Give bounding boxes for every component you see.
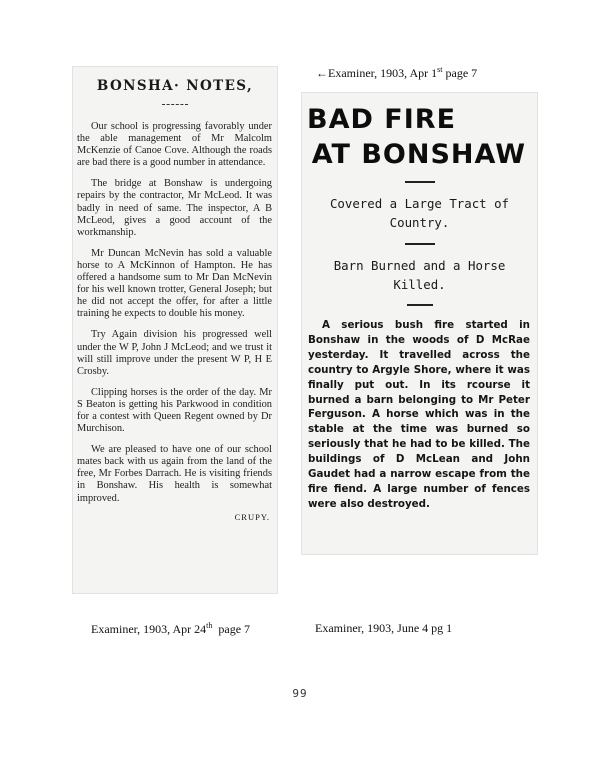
caption-left-superscript: th: [206, 621, 213, 630]
title-divider: [162, 104, 188, 105]
subheadline-2: Barn Burned and a Horse Killed.: [333, 258, 506, 292]
caption-left-suffix: page 7: [212, 622, 251, 636]
headline-line-1: BAD FIRE: [307, 104, 457, 135]
caption-top-superscript: st: [437, 65, 443, 74]
subheadline-divider: [405, 243, 435, 245]
clipping-bad-fire: [301, 92, 538, 555]
paragraph-horse-sale: Mr Duncan McNevin has sold a valuable horse to A McKinnon of Hampton. He has offered a handsome sum to Mr Dan McNevin for his well known trotter, General Joseph; but he did not accept the offer, for after a little training he expects to double his money.: [77, 247, 272, 320]
clipping-body: [72, 121, 278, 505]
paragraph-bridge: The bridge at Bonshaw is undergoing repairs by the contractor, Mr McLeod. It was badly in need of same. The inspector, A B McLeod, gives a good account of the workmanship.: [77, 178, 272, 238]
headline-divider: [405, 181, 435, 183]
article-paragraph: A serious bush fire started in Bonshaw in the woods of D McRae yesterday. It travelled across the country to Argyle Shore, where it was finally put out. In its rcourse it burned a barn belonging to Mr Peter Ferguson. A horse which was in the stable at the time was burned so seriously that he had to be killed. The buildings of D McLean and John Gaudet had a narrow escape from the fire fiend. A large number of fences were also destroyed.: [308, 319, 530, 510]
clipping-title: BONSHA· NOTES,: [96, 78, 254, 94]
caption-top-text: Examiner, 1903, Apr 1: [328, 66, 438, 80]
article-body: [301, 318, 538, 512]
clipping-signature: CRUPY.: [234, 511, 270, 522]
caption-top-suffix: page 7: [442, 66, 478, 80]
paragraph-school: Our school is progressing favorably under the able management of Mr Malcolm McKenzie of Canoe Cove. Although the roads are bad there is a good number in attendance.: [77, 121, 272, 169]
caption-top: [316, 65, 477, 81]
paragraph-division: Try Again division his progressed well under the W P, John J McLeod; and we trust it will still improve under the present W P, H E Crosby.: [77, 329, 272, 377]
body-divider: [407, 304, 433, 306]
caption-left: [91, 621, 250, 637]
page-number: 99: [292, 687, 308, 700]
clipping-bonsha-notes: [72, 66, 278, 594]
paragraph-school-mate: We are pleased to have one of our school mates back with us again from the land of the free, Mr Forbes Darrach. He is visiting friends in Bonshaw. His health is somewhat improved.: [77, 444, 272, 504]
subheadline-1: Covered a Large Tract of Country.: [329, 196, 510, 230]
headline-line-2: AT BONSHAW: [311, 139, 526, 170]
arrow-left-icon: ←: [316, 66, 328, 80]
paragraph-clipping-horses: Clipping horses is the order of the day. Mr S Beaton is getting his Parkwood in condition for a contest with Queen Regent owned by Dr Murchison.: [77, 386, 272, 435]
caption-right: Examiner, 1903, June 4 pg 1: [315, 621, 453, 635]
caption-left-text: Examiner, 1903, Apr 24: [91, 622, 207, 636]
